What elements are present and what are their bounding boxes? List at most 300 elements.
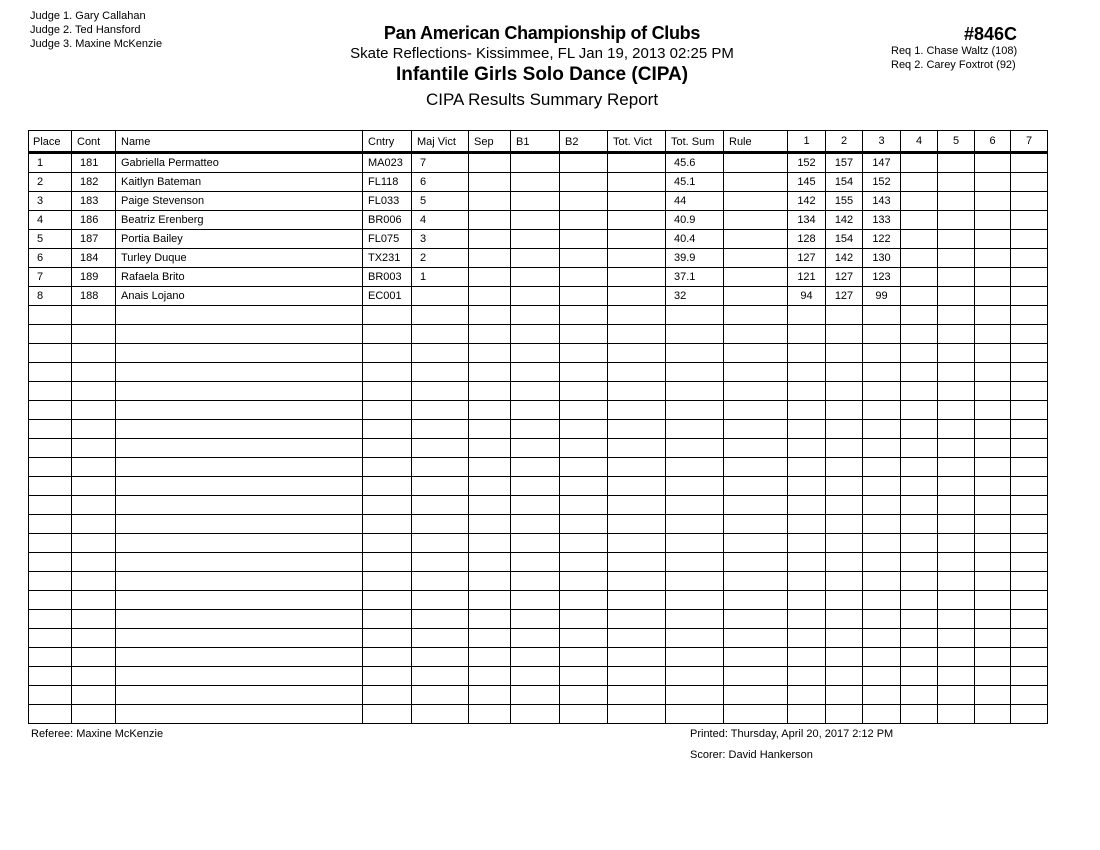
table-cell bbox=[560, 230, 608, 249]
table-cell bbox=[975, 610, 1011, 629]
table-cell bbox=[469, 344, 511, 363]
table-cell bbox=[72, 534, 116, 553]
table-cell: 6 bbox=[29, 249, 72, 268]
table-cell bbox=[412, 401, 469, 420]
table-cell bbox=[116, 325, 363, 344]
table-cell bbox=[724, 173, 788, 192]
table-cell bbox=[788, 591, 826, 610]
table-cell: 4 bbox=[412, 211, 469, 230]
table-cell bbox=[724, 477, 788, 496]
table-cell: 32 bbox=[666, 287, 724, 306]
table-cell bbox=[826, 534, 863, 553]
table-cell bbox=[363, 325, 412, 344]
table-cell bbox=[863, 325, 901, 344]
table-cell bbox=[608, 477, 666, 496]
table-cell bbox=[975, 173, 1011, 192]
table-cell bbox=[511, 153, 560, 173]
table-cell bbox=[116, 610, 363, 629]
table-cell: 4 bbox=[29, 211, 72, 230]
table-cell bbox=[666, 553, 724, 572]
table-cell: BR003 bbox=[363, 268, 412, 287]
table-cell bbox=[608, 420, 666, 439]
table-cell bbox=[412, 534, 469, 553]
table-cell: Paige Stevenson bbox=[116, 192, 363, 211]
table-cell bbox=[29, 553, 72, 572]
table-cell bbox=[666, 705, 724, 724]
table-cell bbox=[72, 306, 116, 325]
table-cell bbox=[1011, 153, 1048, 173]
table-cell bbox=[1011, 420, 1048, 439]
table-cell bbox=[363, 458, 412, 477]
table-cell: 154 bbox=[826, 230, 863, 249]
column-header: 3 bbox=[863, 131, 901, 153]
table-cell bbox=[560, 420, 608, 439]
table-row bbox=[29, 230, 1048, 249]
table-cell bbox=[72, 629, 116, 648]
table-cell bbox=[938, 287, 975, 306]
table-cell bbox=[511, 363, 560, 382]
table-cell bbox=[901, 306, 938, 325]
table-cell bbox=[116, 629, 363, 648]
table-cell bbox=[72, 705, 116, 724]
table-cell bbox=[469, 268, 511, 287]
table-cell bbox=[666, 572, 724, 591]
table-cell bbox=[29, 591, 72, 610]
table-cell bbox=[560, 667, 608, 686]
table-cell bbox=[412, 363, 469, 382]
judge-2: Judge 2. Ted Hansford bbox=[30, 24, 141, 36]
table-cell: FL075 bbox=[363, 230, 412, 249]
table-cell bbox=[560, 401, 608, 420]
table-cell bbox=[901, 230, 938, 249]
table-cell bbox=[901, 629, 938, 648]
table-cell bbox=[560, 629, 608, 648]
table-cell bbox=[938, 591, 975, 610]
table-cell bbox=[560, 458, 608, 477]
table-cell bbox=[724, 439, 788, 458]
table-cell bbox=[608, 173, 666, 192]
table-cell bbox=[469, 211, 511, 230]
table-cell bbox=[724, 211, 788, 230]
table-cell bbox=[863, 515, 901, 534]
table-cell: 3 bbox=[412, 230, 469, 249]
table-cell bbox=[608, 515, 666, 534]
table-cell bbox=[363, 515, 412, 534]
table-cell: 187 bbox=[72, 230, 116, 249]
table-cell: Beatriz Erenberg bbox=[116, 211, 363, 230]
table-cell: 152 bbox=[863, 173, 901, 192]
table-cell bbox=[788, 629, 826, 648]
table-cell: 154 bbox=[826, 173, 863, 192]
table-cell bbox=[826, 420, 863, 439]
table-cell bbox=[116, 515, 363, 534]
table-cell: 184 bbox=[72, 249, 116, 268]
table-row bbox=[29, 153, 1048, 173]
table-row bbox=[29, 173, 1048, 192]
table-cell: Kaitlyn Bateman bbox=[116, 173, 363, 192]
table-cell bbox=[29, 534, 72, 553]
column-header: Name bbox=[116, 131, 363, 153]
table-cell bbox=[608, 192, 666, 211]
table-cell bbox=[511, 325, 560, 344]
table-cell bbox=[724, 344, 788, 363]
table-cell bbox=[469, 325, 511, 344]
table-cell bbox=[608, 325, 666, 344]
table-cell bbox=[938, 705, 975, 724]
table-cell bbox=[724, 648, 788, 667]
table-cell: 2 bbox=[29, 173, 72, 192]
table-cell bbox=[412, 591, 469, 610]
report-name: CIPA Results Summary Report bbox=[425, 90, 659, 109]
table-cell bbox=[724, 153, 788, 173]
table-cell: 183 bbox=[72, 192, 116, 211]
column-header: Maj Vict bbox=[412, 131, 469, 153]
table-cell bbox=[788, 534, 826, 553]
table-cell bbox=[863, 610, 901, 629]
table-cell: 39.9 bbox=[666, 249, 724, 268]
table-cell bbox=[901, 153, 938, 173]
table-cell bbox=[608, 287, 666, 306]
table-cell bbox=[901, 439, 938, 458]
table-cell bbox=[724, 420, 788, 439]
table-cell bbox=[511, 572, 560, 591]
table-cell bbox=[863, 439, 901, 458]
table-cell bbox=[975, 515, 1011, 534]
judge-1: Judge 1. Gary Callahan bbox=[30, 10, 146, 22]
table-row-empty bbox=[29, 477, 1048, 496]
table-cell bbox=[975, 153, 1011, 173]
table-cell bbox=[666, 515, 724, 534]
table-cell bbox=[560, 249, 608, 268]
table-cell bbox=[1011, 553, 1048, 572]
table-cell bbox=[511, 686, 560, 705]
table-cell bbox=[1011, 534, 1048, 553]
table-cell bbox=[412, 458, 469, 477]
table-cell bbox=[29, 610, 72, 629]
table-cell: 1 bbox=[29, 153, 72, 173]
table-cell bbox=[116, 591, 363, 610]
column-header: 1 bbox=[788, 131, 826, 153]
table-cell bbox=[560, 705, 608, 724]
table-cell bbox=[511, 287, 560, 306]
table-cell bbox=[826, 363, 863, 382]
table-cell bbox=[608, 591, 666, 610]
table-cell: BR006 bbox=[363, 211, 412, 230]
table-cell bbox=[560, 686, 608, 705]
table-cell bbox=[469, 287, 511, 306]
table-cell bbox=[724, 363, 788, 382]
table-cell bbox=[560, 572, 608, 591]
table-cell: 155 bbox=[826, 192, 863, 211]
table-cell bbox=[788, 344, 826, 363]
table-cell bbox=[826, 591, 863, 610]
table-cell bbox=[412, 648, 469, 667]
table-cell bbox=[826, 686, 863, 705]
table-cell bbox=[863, 591, 901, 610]
table-cell: 152 bbox=[788, 153, 826, 173]
table-cell bbox=[938, 515, 975, 534]
table-cell bbox=[666, 344, 724, 363]
table-cell: 121 bbox=[788, 268, 826, 287]
table-cell bbox=[363, 420, 412, 439]
table-cell bbox=[29, 458, 72, 477]
table-cell bbox=[901, 610, 938, 629]
table-cell bbox=[863, 344, 901, 363]
table-cell: 127 bbox=[826, 287, 863, 306]
table-cell bbox=[560, 382, 608, 401]
table-cell bbox=[724, 705, 788, 724]
table-cell bbox=[863, 363, 901, 382]
table-cell bbox=[826, 629, 863, 648]
table-cell bbox=[826, 705, 863, 724]
table-cell: 5 bbox=[29, 230, 72, 249]
table-cell bbox=[1011, 591, 1048, 610]
table-cell bbox=[511, 192, 560, 211]
table-cell bbox=[469, 439, 511, 458]
table-cell bbox=[72, 382, 116, 401]
table-cell bbox=[511, 211, 560, 230]
table-cell bbox=[666, 458, 724, 477]
table-cell bbox=[608, 610, 666, 629]
table-cell bbox=[826, 572, 863, 591]
table-cell bbox=[788, 439, 826, 458]
table-cell bbox=[1011, 306, 1048, 325]
table-cell bbox=[826, 648, 863, 667]
table-cell bbox=[938, 325, 975, 344]
table-cell bbox=[666, 382, 724, 401]
table-cell bbox=[938, 230, 975, 249]
column-header: 4 bbox=[901, 131, 938, 153]
table-cell bbox=[938, 439, 975, 458]
table-cell bbox=[863, 306, 901, 325]
table-cell bbox=[363, 667, 412, 686]
table-cell bbox=[788, 420, 826, 439]
table-row-empty bbox=[29, 325, 1048, 344]
table-cell bbox=[116, 458, 363, 477]
column-header: 5 bbox=[938, 131, 975, 153]
table-cell bbox=[938, 496, 975, 515]
table-cell: 133 bbox=[863, 211, 901, 230]
table-cell bbox=[666, 667, 724, 686]
table-cell bbox=[363, 686, 412, 705]
table-cell bbox=[975, 249, 1011, 268]
table-cell bbox=[412, 553, 469, 572]
table-cell bbox=[363, 477, 412, 496]
table-cell bbox=[975, 572, 1011, 591]
table-cell bbox=[363, 610, 412, 629]
table-cell bbox=[608, 629, 666, 648]
table-row-empty bbox=[29, 306, 1048, 325]
table-cell bbox=[901, 515, 938, 534]
table-cell bbox=[560, 610, 608, 629]
table-cell bbox=[511, 515, 560, 534]
table-cell bbox=[788, 306, 826, 325]
table-cell bbox=[938, 420, 975, 439]
table-cell bbox=[29, 344, 72, 363]
table-cell bbox=[560, 648, 608, 667]
table-cell bbox=[72, 572, 116, 591]
table-cell bbox=[29, 515, 72, 534]
table-cell: Turley Duque bbox=[116, 249, 363, 268]
table-cell: 122 bbox=[863, 230, 901, 249]
table-cell bbox=[901, 591, 938, 610]
table-cell bbox=[975, 458, 1011, 477]
table-cell bbox=[938, 153, 975, 173]
table-cell bbox=[1011, 610, 1048, 629]
table-cell bbox=[788, 515, 826, 534]
scorer-label: Scorer: David Hankerson bbox=[690, 749, 813, 761]
table-row-empty bbox=[29, 705, 1048, 724]
table-cell bbox=[975, 667, 1011, 686]
table-cell bbox=[863, 420, 901, 439]
table-cell: 189 bbox=[72, 268, 116, 287]
table-cell: MA023 bbox=[363, 153, 412, 173]
judges-list bbox=[30, 9, 162, 51]
table-cell bbox=[560, 439, 608, 458]
table-cell bbox=[560, 211, 608, 230]
table-cell bbox=[1011, 268, 1048, 287]
table-cell bbox=[1011, 458, 1048, 477]
table-cell bbox=[938, 268, 975, 287]
table-cell bbox=[975, 439, 1011, 458]
table-cell: 128 bbox=[788, 230, 826, 249]
table-cell bbox=[560, 553, 608, 572]
table-cell bbox=[412, 439, 469, 458]
table-cell bbox=[938, 610, 975, 629]
table-cell bbox=[1011, 515, 1048, 534]
table-cell: 6 bbox=[412, 173, 469, 192]
req-2: Req 2. Carey Foxtrot (92) bbox=[891, 59, 1016, 71]
table-cell bbox=[511, 629, 560, 648]
table-cell bbox=[608, 439, 666, 458]
table-cell bbox=[116, 344, 363, 363]
table-cell: 186 bbox=[72, 211, 116, 230]
table-cell bbox=[511, 249, 560, 268]
table-cell bbox=[901, 249, 938, 268]
table-cell bbox=[469, 496, 511, 515]
table-cell bbox=[469, 458, 511, 477]
table-cell bbox=[1011, 705, 1048, 724]
competition-title: Pan American Championship of Clubs bbox=[383, 23, 701, 43]
table-cell bbox=[724, 230, 788, 249]
table-cell bbox=[511, 382, 560, 401]
table-cell bbox=[511, 610, 560, 629]
table-cell bbox=[116, 572, 363, 591]
table-cell bbox=[511, 230, 560, 249]
table-cell bbox=[72, 363, 116, 382]
table-cell bbox=[1011, 686, 1048, 705]
table-cell bbox=[412, 382, 469, 401]
table-cell bbox=[1011, 667, 1048, 686]
table-cell bbox=[116, 477, 363, 496]
table-cell bbox=[901, 173, 938, 192]
table-cell bbox=[412, 325, 469, 344]
table-cell bbox=[412, 515, 469, 534]
table-cell bbox=[560, 192, 608, 211]
table-cell: 157 bbox=[826, 153, 863, 173]
table-row-empty bbox=[29, 629, 1048, 648]
table-cell bbox=[511, 458, 560, 477]
table-cell bbox=[29, 496, 72, 515]
column-header: 7 bbox=[1011, 131, 1048, 153]
table-cell bbox=[788, 686, 826, 705]
table-cell bbox=[608, 306, 666, 325]
table-cell bbox=[863, 382, 901, 401]
table-cell: 44 bbox=[666, 192, 724, 211]
table-cell bbox=[938, 363, 975, 382]
table-cell: 147 bbox=[863, 153, 901, 173]
table-cell bbox=[975, 382, 1011, 401]
table-cell bbox=[608, 534, 666, 553]
table-cell bbox=[469, 230, 511, 249]
table-cell bbox=[826, 382, 863, 401]
table-cell bbox=[560, 287, 608, 306]
table-cell bbox=[116, 363, 363, 382]
table-cell bbox=[863, 667, 901, 686]
table-cell bbox=[724, 401, 788, 420]
table-cell: 3 bbox=[29, 192, 72, 211]
table-cell bbox=[29, 705, 72, 724]
table-cell bbox=[826, 401, 863, 420]
table-cell bbox=[938, 211, 975, 230]
table-cell bbox=[666, 439, 724, 458]
table-cell bbox=[901, 268, 938, 287]
table-cell bbox=[724, 629, 788, 648]
table-cell bbox=[511, 173, 560, 192]
sheet-number: #846C bbox=[964, 24, 1018, 44]
table-cell bbox=[29, 306, 72, 325]
table-cell bbox=[975, 420, 1011, 439]
table-cell: 134 bbox=[788, 211, 826, 230]
table-cell bbox=[608, 458, 666, 477]
table-cell bbox=[116, 420, 363, 439]
table-cell bbox=[469, 610, 511, 629]
column-header: Place bbox=[29, 131, 72, 153]
table-cell bbox=[975, 477, 1011, 496]
table-cell bbox=[826, 477, 863, 496]
table-cell bbox=[72, 401, 116, 420]
table-cell bbox=[938, 686, 975, 705]
table-cell bbox=[975, 344, 1011, 363]
table-cell bbox=[975, 591, 1011, 610]
table-cell: 188 bbox=[72, 287, 116, 306]
table-cell bbox=[72, 325, 116, 344]
table-cell bbox=[363, 591, 412, 610]
table-cell bbox=[975, 363, 1011, 382]
table-cell bbox=[938, 534, 975, 553]
table-cell bbox=[724, 496, 788, 515]
table-cell bbox=[901, 325, 938, 344]
table-cell bbox=[469, 477, 511, 496]
table-cell bbox=[511, 667, 560, 686]
judge-3: Judge 3. Maxine McKenzie bbox=[30, 38, 163, 50]
table-cell bbox=[72, 648, 116, 667]
event-name: Infantile Girls Solo Dance (CIPA) bbox=[395, 64, 689, 85]
table-row-empty bbox=[29, 382, 1048, 401]
table-cell bbox=[863, 686, 901, 705]
table-cell bbox=[863, 534, 901, 553]
table-cell: 5 bbox=[412, 192, 469, 211]
table-cell bbox=[901, 192, 938, 211]
table-cell bbox=[938, 477, 975, 496]
referee-requests bbox=[891, 44, 1017, 72]
table-cell bbox=[412, 686, 469, 705]
table-cell bbox=[412, 306, 469, 325]
table-cell bbox=[901, 287, 938, 306]
table-cell bbox=[975, 268, 1011, 287]
table-cell: Anais Lojano bbox=[116, 287, 363, 306]
table-cell bbox=[608, 230, 666, 249]
